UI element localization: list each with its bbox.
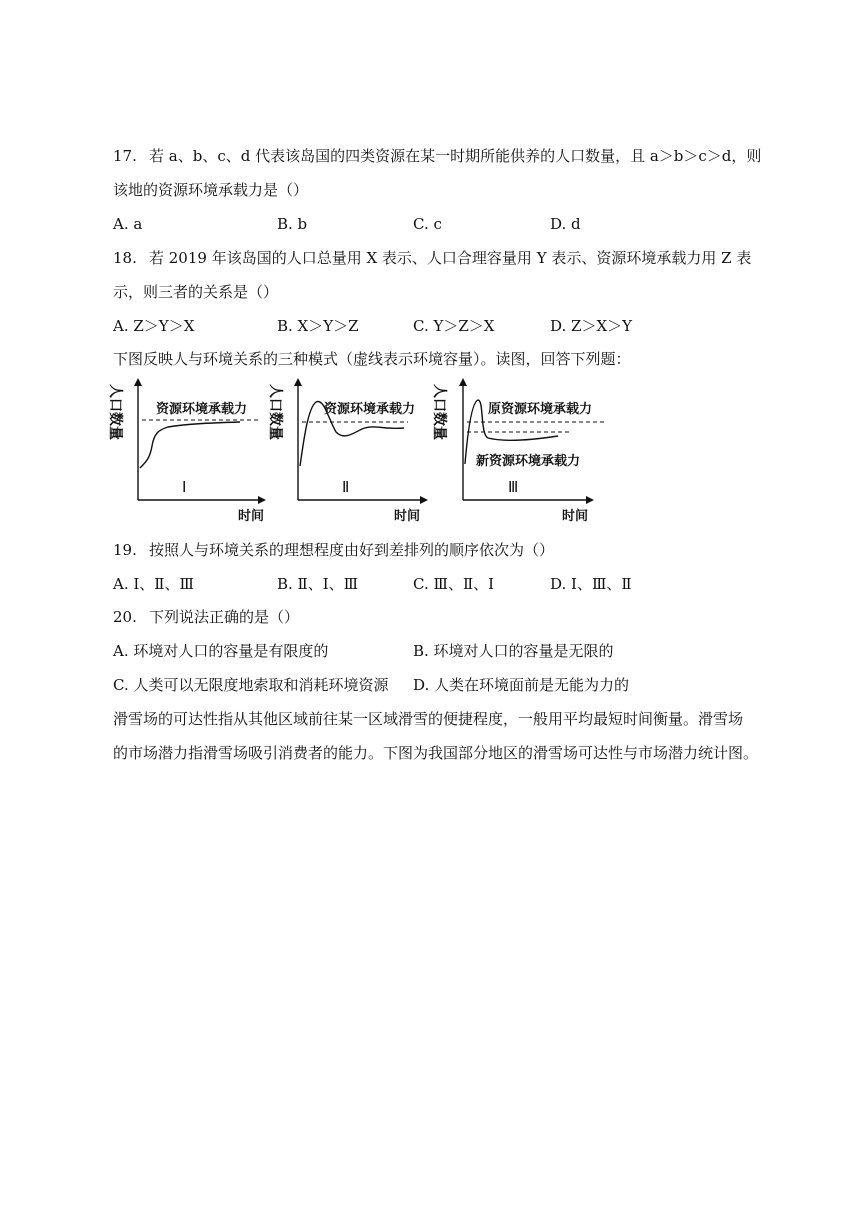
q19-option-d[interactable]: D. Ⅰ、Ⅲ、Ⅱ <box>550 575 632 593</box>
panel1-x-arrow <box>258 496 266 504</box>
panel2-y-arrow <box>294 378 302 386</box>
panel2-x-label: 时间 <box>394 509 421 524</box>
panel1-x-label: 时间 <box>238 509 265 524</box>
q19-option-c[interactable]: C. Ⅲ、Ⅱ、Ⅰ <box>413 575 495 593</box>
panel1-y-label: 人口数量 <box>107 384 123 440</box>
q18-option-b[interactable]: B. X＞Y＞Z <box>277 317 359 335</box>
panel3-new-capacity-label: 新资源环境承载力 <box>476 454 581 469</box>
panel2-roman: Ⅱ <box>342 478 350 496</box>
panel3-y-arrow <box>459 378 467 386</box>
q19-line1 <box>113 540 554 560</box>
panel3-y-label: 人口数量 <box>431 384 447 440</box>
q18-option-c[interactable]: C. Y＞Z＞X <box>413 317 495 335</box>
q20-option-b[interactable]: B. 环境对人口的容量是无限的 <box>413 642 614 660</box>
q20-option-a[interactable]: A. 环境对人口的容量是有限度的 <box>113 642 329 660</box>
q19-text: 按照人与环境关系的理想程度由好到差排列的顺序依次为（） <box>149 541 555 559</box>
panel1-population-curve <box>140 422 240 468</box>
q19-number: 19. <box>113 541 137 559</box>
passage-line2: 的市场潜力指滑雪场吸引消费者的能力。下图为我国部分地区的滑雪场可达性与市场潜力统计图。 <box>113 744 759 762</box>
q17-line1 <box>113 146 761 166</box>
q17-line2: 该地的资源环境承载力是（） <box>113 181 309 199</box>
q20-option-c[interactable]: C. 人类可以无限度地索取和消耗环境资源 <box>113 676 389 694</box>
panel3-original-capacity-label: 原资源环境承载力 <box>488 402 593 417</box>
q17-option-d[interactable]: D. d <box>550 215 581 233</box>
q18-line2: 示，则三者的关系是（） <box>113 283 279 301</box>
panel3-roman: Ⅲ <box>508 478 519 496</box>
q20-text: 下列说法正确的是（） <box>149 608 300 626</box>
q19-option-a[interactable]: A. Ⅰ、Ⅱ、Ⅲ <box>113 575 194 593</box>
panel3-x-arrow <box>586 496 594 504</box>
q17-text: 若 a、b、c、d 代表该岛国的四类资源在某一时期所能供养的人口数量，且 a＞b＞c＞d，则 <box>149 147 762 165</box>
q20-number: 20. <box>113 608 137 626</box>
q17-option-c[interactable]: C. c <box>413 215 442 233</box>
figure-intro: 下图反映人与环境关系的三种模式（虚线表示环境容量）。读图，回答下列题： <box>113 350 631 368</box>
q18-option-a[interactable]: A. Z＞Y＞X <box>113 317 195 335</box>
panel2-y-label: 人口数量 <box>267 384 283 440</box>
q17-option-a[interactable]: A. a <box>113 215 143 233</box>
panel1-roman: Ⅰ <box>182 478 187 496</box>
q19-option-b[interactable]: B. Ⅱ、Ⅰ、Ⅲ <box>277 575 359 593</box>
panel3-x-label: 时间 <box>562 509 589 524</box>
panel2-capacity-label: 资源环境承载力 <box>324 402 416 417</box>
q20-option-d[interactable]: D. 人类在环境面前是无能为力的 <box>413 676 630 694</box>
q18-number: 18. <box>113 249 137 267</box>
panel2-x-arrow <box>420 496 428 504</box>
q18-text: 若 2019 年该岛国的人口总量用 X 表示、人口合理容量用 Y 表示、资源环境承载力用 Z 表 <box>149 249 752 267</box>
population-model-figure <box>107 378 602 524</box>
q17-option-b[interactable]: B. b <box>277 215 308 233</box>
q17-number: 17. <box>113 147 137 165</box>
panel1-capacity-label: 资源环境承载力 <box>156 402 248 417</box>
q18-line1 <box>113 248 751 268</box>
passage-line1: 滑雪场的可达性指从其他区域前往某一区域滑雪的便捷程度，一般用平均最短时间衡量。滑雪场 <box>113 710 744 728</box>
panel1-y-arrow <box>134 378 142 386</box>
q20-line1 <box>113 607 299 627</box>
q18-option-d[interactable]: D. Z＞X＞Y <box>550 317 633 335</box>
